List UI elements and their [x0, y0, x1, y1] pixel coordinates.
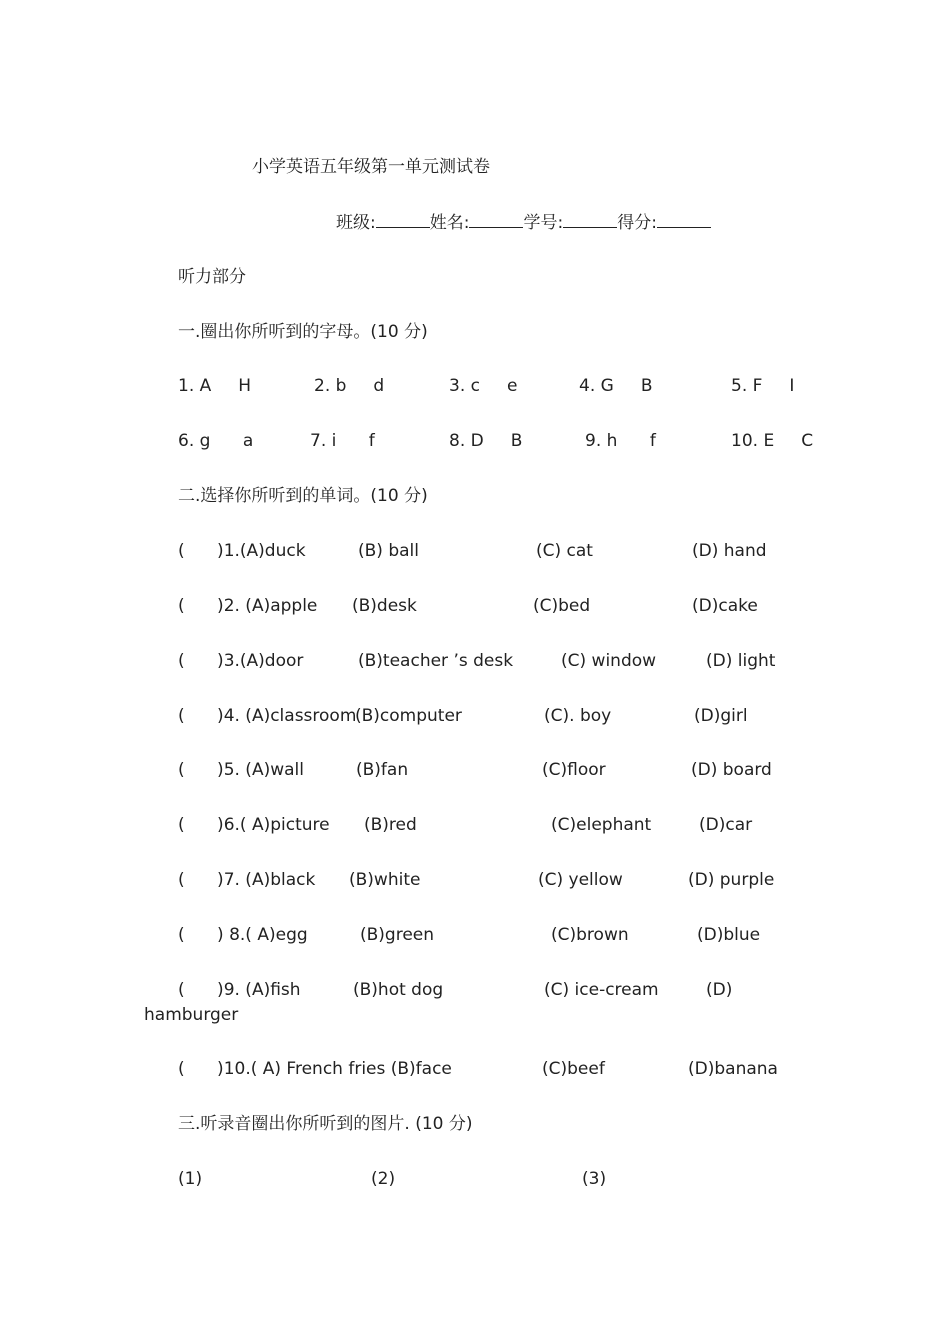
- option-b: (B)teacher ’s desk: [358, 651, 514, 671]
- letters-row-1: [0, 375, 950, 399]
- class-label: 班级:: [336, 213, 376, 233]
- score-blank[interactable]: [657, 211, 711, 228]
- option-b: (B)hot dog: [353, 980, 444, 1000]
- option-b: (B)fan: [356, 760, 409, 780]
- part1-heading: 一.圈出你所听到的字母。(10 分): [178, 322, 428, 342]
- option-b: (B) ball: [358, 541, 419, 561]
- question-row: [0, 979, 950, 1003]
- option-d: (D) board: [691, 760, 772, 780]
- question-stem: ( )1.(A)duck: [178, 541, 306, 561]
- option-d: (D)blue: [697, 925, 761, 945]
- option-b: (B)desk: [352, 596, 417, 616]
- listening-section-heading: 听力部分: [178, 267, 246, 287]
- page-title: 小学英语五年级第一单元测试卷: [252, 157, 490, 177]
- letter-item: 3. c e: [449, 376, 518, 396]
- option-d: (D)girl: [694, 706, 748, 726]
- option-d: (D): [706, 980, 733, 1000]
- question-stem: ( ) 8.( A)egg: [178, 925, 308, 945]
- letters-row-2: [0, 430, 950, 454]
- letter-item: 2. b d: [314, 376, 385, 396]
- letter-item: 6. g a: [178, 431, 254, 451]
- question-stem: ( )7. (A)black: [178, 870, 316, 890]
- question-stem: ( )2. (A)apple: [178, 596, 318, 616]
- option-d: (D) purple: [688, 870, 775, 890]
- option-d-continuation: hamburger: [144, 1005, 239, 1025]
- option-c: (C). boy: [544, 706, 612, 726]
- option-c: (C) cat: [536, 541, 593, 561]
- option-c: (C)brown: [551, 925, 629, 945]
- question-stem: ( )4. (A)classroom: [178, 706, 357, 726]
- option-c: (C)elephant: [551, 815, 652, 835]
- letter-item: 1. A H: [178, 376, 252, 396]
- id-blank[interactable]: [563, 211, 617, 228]
- question-row: [0, 924, 950, 948]
- option-b: (B)computer: [355, 706, 462, 726]
- question-row: [0, 759, 950, 783]
- letter-item: 5. F I: [731, 376, 795, 396]
- letter-item: 4. G B: [579, 376, 653, 396]
- question-row: [0, 540, 950, 564]
- option-d: (D) light: [706, 651, 776, 671]
- question-stem: ( )5. (A)wall: [178, 760, 304, 780]
- part3-heading: 三.听录音圈出你所听到的图片. (10 分): [178, 1114, 473, 1134]
- option-c: (C) window: [561, 651, 657, 671]
- question-stem: ( )10.( A) French fries (B)face: [178, 1059, 452, 1079]
- picture-label: (1): [178, 1169, 203, 1189]
- part2-heading: 二.选择你所听到的单词。(10 分): [178, 486, 428, 506]
- option-c: (C) yellow: [538, 870, 623, 890]
- question-row: [0, 814, 950, 838]
- name-label: 姓名:: [429, 213, 470, 233]
- class-blank[interactable]: [376, 211, 430, 228]
- letter-item: 7. i f: [310, 431, 375, 451]
- option-c: (C)floor: [542, 760, 606, 780]
- letter-item: 10. E C: [731, 431, 814, 451]
- question-stem: ( )3.(A)door: [178, 651, 304, 671]
- picture-label: (3): [582, 1169, 607, 1189]
- question-row: [0, 1058, 950, 1082]
- question-stem: ( )6.( A)picture: [178, 815, 330, 835]
- picture-label: (2): [371, 1169, 396, 1189]
- option-d: (D)banana: [688, 1059, 778, 1079]
- question-row: [0, 705, 950, 729]
- option-d: (D)cake: [692, 596, 758, 616]
- option-c: (C) ice-cream: [544, 980, 659, 1000]
- question-row: [0, 595, 950, 619]
- option-d: (D) hand: [692, 541, 767, 561]
- student-info-line: [336, 211, 711, 234]
- question-stem: ( )9. (A)fish: [178, 980, 301, 1000]
- score-label: 得分:: [617, 213, 657, 233]
- name-blank[interactable]: [469, 211, 523, 228]
- letter-item: 9. h f: [585, 431, 656, 451]
- id-label: 学号:: [523, 213, 564, 233]
- option-b: (B)white: [349, 870, 421, 890]
- option-b: (B)red: [364, 815, 417, 835]
- letter-item: 8. D B: [449, 431, 523, 451]
- option-d: (D)car: [699, 815, 753, 835]
- picture-labels-row: [0, 1168, 950, 1192]
- question-row: [0, 869, 950, 893]
- question-row: [0, 650, 950, 674]
- option-b: (B)green: [360, 925, 435, 945]
- option-c: (C)beef: [542, 1059, 605, 1079]
- option-c: (C)bed: [533, 596, 591, 616]
